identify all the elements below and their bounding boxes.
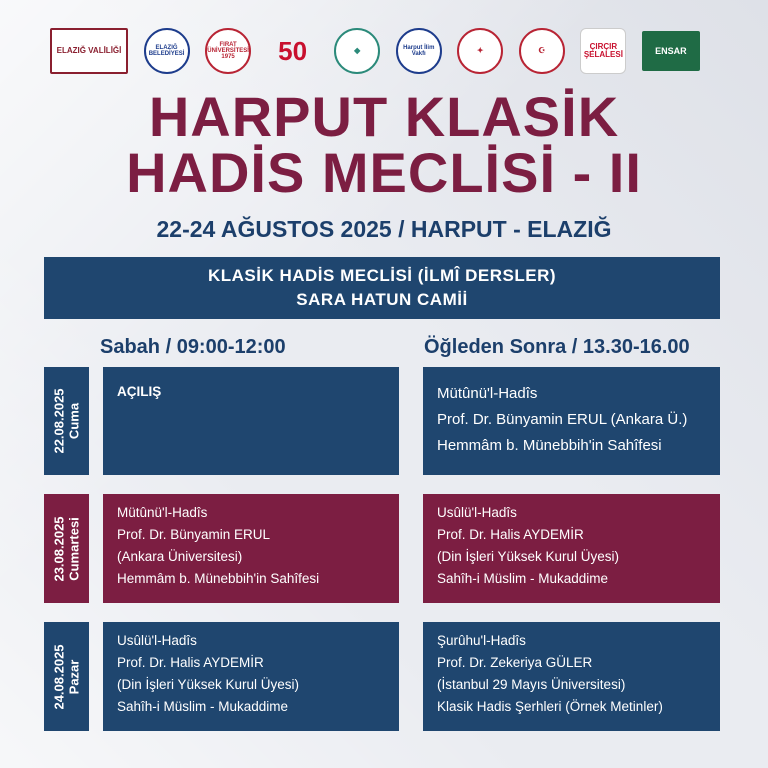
firat-universitesi-logo: FIRAT ÜNİVERSİTESİ 1975 — [205, 28, 251, 74]
day-3-afternoon-session — [423, 622, 720, 731]
session-topic: Hemmâm b. Münebbih'in Sahîfesi — [437, 437, 662, 454]
day-3-date: 24.08.2025 — [51, 643, 67, 710]
day-2-morning-session — [103, 494, 399, 603]
circir-selalesi-logo: ÇIRÇIR ŞELALESİ — [580, 28, 626, 74]
day-3-weekday: Pazar — [66, 659, 82, 694]
session-speaker: Prof. Dr. Zekeriya GÜLER — [437, 655, 593, 670]
harput-ilim-vakfi-logo: Harput İlim Vakfı — [396, 28, 442, 74]
diyanet-logo: ✦ — [457, 28, 503, 74]
day-1-weekday: Cuma — [66, 402, 82, 440]
banner-line-2: SARA HATUN CAMİİ — [296, 290, 468, 309]
session-affiliation: (Din İşleri Yüksek Kurul Üyesi) — [117, 677, 300, 692]
session-speaker: Prof. Dr. Halis AYDEMİR — [437, 527, 584, 542]
elazig-belediyesi-logo: ELAZIĞ BELEDİYESİ — [144, 28, 190, 74]
session-affiliation: (Ankara Üniversitesi) — [117, 549, 243, 564]
day-1-date-tab — [44, 367, 89, 475]
50-yil-logo: 50 — [278, 36, 308, 66]
session-topic: Sahîh-i Müslim - Mukaddime — [437, 571, 609, 586]
day-2-date-tab — [44, 494, 89, 603]
session-title: Usûlü'l-Hadîs — [117, 633, 197, 648]
day-2-afternoon-session — [423, 494, 720, 603]
day-2-date: 23.08.2025 — [51, 515, 67, 582]
session-affiliation: (Din İşleri Yüksek Kurul Üyesi) — [437, 549, 620, 564]
day-3-morning-session — [103, 622, 399, 731]
banner-line-1: KLASİK HADİS MECLİSİ (İLMÎ DERSLER) — [207, 266, 557, 285]
day-1-afternoon-session — [423, 367, 720, 475]
session-title: Usûlü'l-Hadîs — [437, 505, 517, 520]
session-speaker: Prof. Dr. Bünyamin ERUL (Ankara Ü.) — [437, 411, 688, 428]
title-line-2: HADİS MECLİSİ - II — [126, 141, 642, 204]
session-topic: Sahîh-i Müslim - Mukaddime — [117, 699, 289, 714]
venue-banner — [44, 257, 720, 319]
day-2-weekday: Cumartesi — [66, 516, 82, 581]
afternoon-header: Öğleden Sonra / 13.30-16.00 — [424, 336, 690, 358]
title-line-1: HARPUT KLASİK — [148, 85, 620, 148]
day-1-date: 22.08.2025 — [51, 388, 67, 454]
morning-header: Sabah / 09:00-12:00 — [100, 336, 286, 358]
day-1-morning-session — [103, 367, 399, 475]
session-topic: Klasik Hadis Şerhleri (Örnek Metinler) — [437, 699, 663, 714]
session-title: Mütûnü'l-Hadîs — [117, 505, 208, 520]
event-dates-location: 22-24 AĞUSTOS 2025 / HARPUT - ELAZIĞ — [156, 216, 612, 242]
day-3-date-tab — [44, 622, 89, 731]
session-title: Mütûnü'l-Hadîs — [437, 385, 538, 402]
elazig-valiligi-logo: ELAZIĞ VALİLİĞİ — [50, 28, 128, 74]
session-title: Şurûhu'l-Hadîs — [437, 633, 526, 648]
il-muftulugu-logo: ☪ — [519, 28, 565, 74]
session-speaker: Prof. Dr. Halis AYDEMİR — [117, 655, 264, 670]
session-title: AÇILIŞ — [117, 384, 162, 399]
session-affiliation: (İstanbul 29 Mayıs Üniversitesi) — [437, 677, 626, 692]
page-title — [0, 85, 768, 204]
sponsor-logos — [50, 26, 700, 76]
session-topic: Hemmâm b. Münebbih'in Sahîfesi — [117, 571, 320, 586]
ilahiyat-fakultesi-logo: ◆ — [334, 28, 380, 74]
session-speaker: Prof. Dr. Bünyamin ERUL — [117, 527, 271, 542]
ensar-logo: ENSAR — [642, 31, 700, 71]
